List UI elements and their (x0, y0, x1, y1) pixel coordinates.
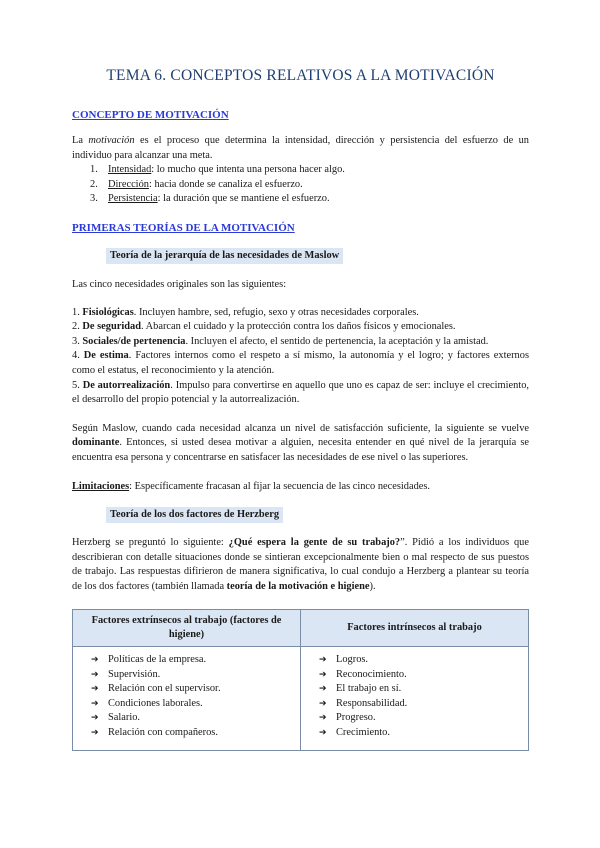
herzberg-subheading: Teoría de los dos factores de Herzberg (106, 507, 283, 523)
section-heading-teorias: PRIMERAS TEORÍAS DE LA MOTIVACIÓN (72, 221, 295, 234)
arrow-right-icon: ➔ (319, 727, 327, 738)
section-heading-concepto: CONCEPTO DE MOTIVACIÓN (72, 109, 229, 121)
list-item: ➔ El trabajo en sí. (319, 682, 522, 696)
extrinsic-factors-cell (73, 647, 301, 750)
need-item: 1. Fisiológicas. Incluyen hambre, sed, refugio, sexo y otras necesidades corporales. (72, 306, 419, 318)
arrow-right-icon: ➔ (91, 684, 99, 695)
motivation-elements-list (72, 163, 529, 207)
list-item: ➔ Relación con el supervisor. (91, 682, 294, 696)
arrow-right-icon: ➔ (319, 698, 327, 709)
arrow-right-icon: ➔ (91, 727, 99, 738)
list-item: ➔ Progreso. (319, 711, 522, 725)
table-header-intrinsic: Factores intrínsecos al trabajo (301, 610, 529, 647)
list-item: ➔ Políticas de la empresa. (91, 653, 294, 667)
maslow-limitations: Limitaciones: Específicamente fracasan al fijar la secuencia de las cinco necesidades. (72, 480, 431, 492)
need-item: 3. Sociales/de pertenencia. Incluyen el afecto, el sentido de pertenencia, la aceptación y la amistad. (72, 335, 489, 347)
document-title: TEMA 6. CONCEPTOS RELATIVOS A LA MOTIVACIÓN (106, 67, 495, 84)
maslow-needs-list (72, 306, 529, 408)
document-page (72, 66, 529, 751)
arrow-right-icon: ➔ (319, 669, 327, 680)
list-item: ➔ Supervisión. (91, 668, 294, 682)
arrow-right-icon: ➔ (319, 684, 327, 695)
intrinsic-factors-list (307, 653, 522, 739)
list-item: 1. Intensidad: lo mucho que intenta una persona hacer algo. (90, 164, 345, 176)
table-header-extrinsic: Factores extrínsecos al trabajo (factores de higiene) (73, 610, 301, 647)
need-item: 2. De seguridad. Abarcan el cuidado y la protección contra los daños físicos y emocionales. (72, 321, 456, 333)
maslow-subheading-row (72, 248, 529, 264)
herzberg-subheading-row (72, 507, 529, 523)
arrow-right-icon: ➔ (319, 713, 327, 724)
list-item: ➔ Logros. (319, 653, 522, 667)
list-item: ➔ Crecimiento. (319, 726, 522, 740)
herzberg-explanation: Herzberg se preguntó lo siguiente: ¿Qué espera la gente de su trabajo?”. Pidió a los individuos que describieran con detalle situaciones donde se sintieran excepcionalmente bien o mal respecto de sus puestos de trabajo. Las respuestas difirieron de manera significativa, lo cual condujo a Herzberg a plantear su teoría de los dos factores (también llamada teoría de la motivación e higiene). (72, 537, 529, 592)
list-item: 2. Dirección: hacia donde se canaliza el esfuerzo. (90, 178, 303, 190)
table-header-row (73, 610, 529, 647)
list-item: ➔ Relación con compañeros. (91, 726, 294, 740)
arrow-right-icon: ➔ (91, 655, 99, 666)
maslow-explanation: Según Maslow, cuando cada necesidad alcanza un nivel de satisfacción suficiente, la siguiente se vuelve dominante. Entonces, si usted desea motivar a alguien, necesita entender en qué nivel de la jerarquía se encuentra esa persona y concentrarse en satisfacer las necesidades de ese nivel o las superiores. (72, 422, 529, 463)
arrow-right-icon: ➔ (91, 698, 99, 709)
herzberg-factors-table (72, 609, 529, 750)
list-item: ➔ Responsabilidad. (319, 697, 522, 711)
list-item: 3. Persistencia: la duración que se mantiene el esfuerzo. (90, 193, 330, 205)
maslow-intro: Las cinco necesidades originales son las siguientes: (72, 278, 287, 290)
list-item: ➔ Reconocimiento. (319, 668, 522, 682)
list-item: ➔ Condiciones laborales. (91, 697, 294, 711)
extrinsic-factors-list (79, 653, 294, 739)
intrinsic-factors-cell (301, 647, 529, 750)
arrow-right-icon: ➔ (91, 669, 99, 680)
arrow-right-icon: ➔ (319, 655, 327, 666)
arrow-right-icon: ➔ (91, 713, 99, 724)
need-item: 5. De autorrealización. Impulso para convertirse en aquello que uno es capaz de ser: incluye el crecimiento, el desarrollo del propio potencial y la autorrealización. (72, 379, 529, 406)
need-item: 4. De estima. Factores internos como el respeto a sí mismo, la autonomía y el logro; y factores externos como el estatus, el reconocimiento y la atención. (72, 350, 529, 376)
table-row (73, 647, 529, 750)
maslow-subheading: Teoría de la jerarquía de las necesidades de Maslow (106, 248, 343, 264)
motivation-definition: La motivación es el proceso que determina la intensidad, dirección y persistencia del esfuerzo de un individuo para alcanzar una meta. (72, 135, 529, 161)
list-item: ➔ Salario. (91, 711, 294, 725)
